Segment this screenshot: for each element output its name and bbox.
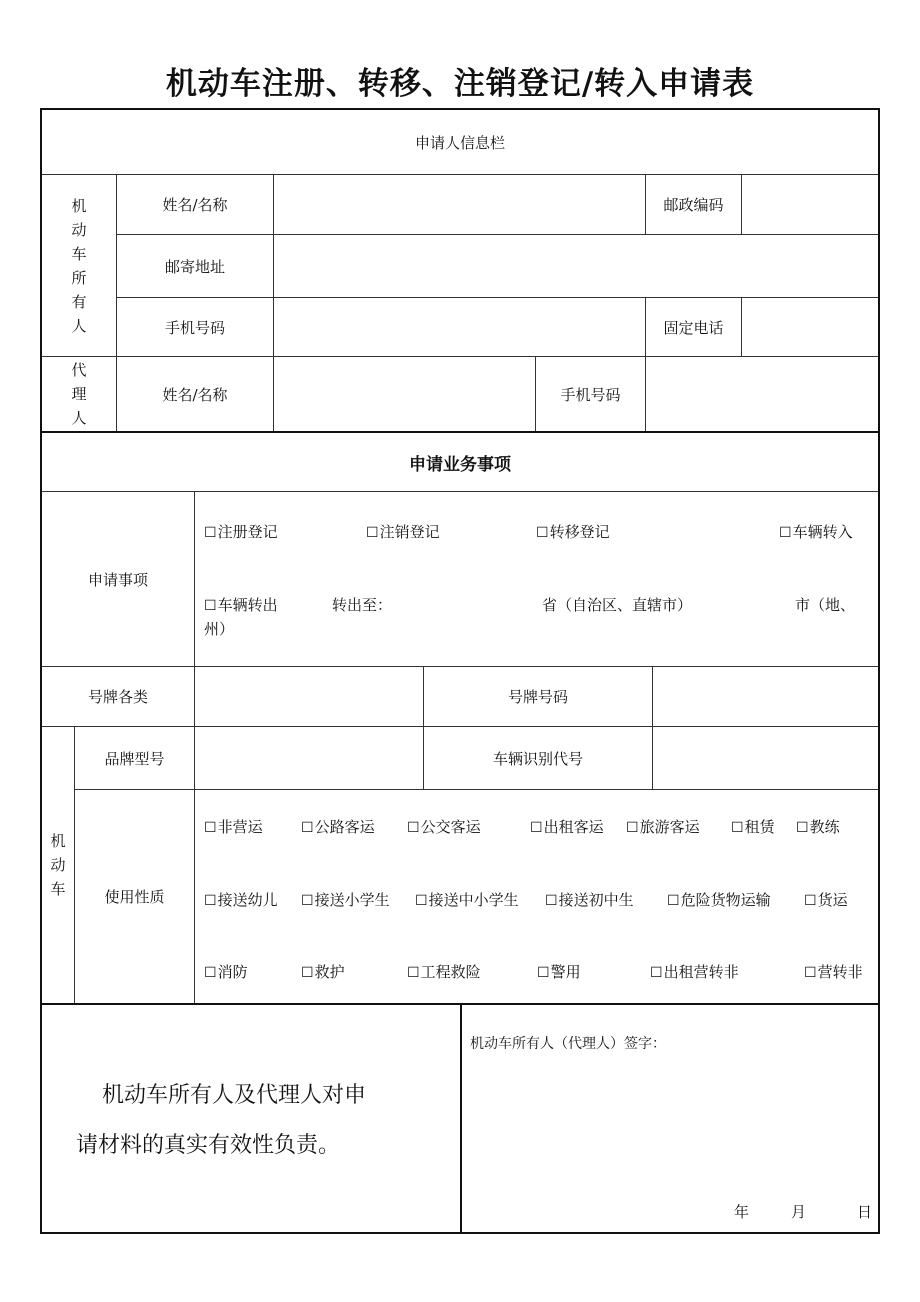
checkbox-usage-hazmat[interactable]: ☐ 危险货物运输 xyxy=(667,889,771,910)
checkbox-usage-freight[interactable]: ☐ 货运 xyxy=(804,889,848,910)
checkbox-usage-taxi-to-private[interactable]: ☐ 出租营转非 xyxy=(650,961,739,982)
checkbox-usage-primary-shuttle[interactable]: ☐ 接送小学生 xyxy=(301,889,390,910)
vehicle-group-label: 机 动 车 xyxy=(50,832,66,898)
checkbox-usage-ambulance[interactable]: ☐ 救护 xyxy=(301,961,345,982)
agent-mobile-label: 手机号码 xyxy=(560,385,621,404)
checkbox-usage-engineering-rescue[interactable]: ☐ 工程救险 xyxy=(407,961,481,982)
plate-type-field[interactable] xyxy=(195,667,423,726)
owner-address-field[interactable] xyxy=(274,235,878,297)
checkbox-usage-commercial-to-private[interactable]: ☐ 营转非 xyxy=(804,961,863,982)
owner-postcode-label: 邮政编码 xyxy=(663,196,724,214)
vin-label: 车辆识别代号 xyxy=(492,749,583,768)
agent-name-field[interactable] xyxy=(274,357,535,431)
business-section-header: 申请业务事项 xyxy=(409,454,511,475)
brand-model-label: 品牌型号 xyxy=(104,749,165,768)
signature-field[interactable] xyxy=(466,1060,874,1190)
checkbox-vehicle-transfer-in[interactable]: ☐ 车辆转入 xyxy=(779,521,853,542)
month-label: 月 xyxy=(791,1203,807,1221)
owner-name-label: 姓名/名称 xyxy=(162,196,228,214)
checkbox-deregister[interactable]: ☐ 注销登记 xyxy=(366,521,440,542)
checkbox-usage-tourism[interactable]: ☐ 旅游客运 xyxy=(626,816,700,837)
application-form xyxy=(40,108,880,1234)
checkbox-usage-middle-shuttle[interactable]: ☐ 接送初中生 xyxy=(545,889,634,910)
owner-address-label: 邮寄地址 xyxy=(164,257,225,276)
day-label: 日 xyxy=(857,1203,873,1221)
apply-items-label: 申请事项 xyxy=(87,570,148,589)
checkbox-usage-highway-passenger[interactable]: ☐ 公路客运 xyxy=(301,816,375,837)
owner-landline-label: 固定电话 xyxy=(663,318,724,337)
plate-number-field[interactable] xyxy=(653,667,878,726)
checkbox-usage-bus[interactable]: ☐ 公交客运 xyxy=(407,816,481,837)
checkbox-usage-police[interactable]: ☐ 警用 xyxy=(537,961,581,982)
usage-label: 使用性质 xyxy=(104,888,165,906)
brand-model-field[interactable] xyxy=(195,727,423,789)
transfer-out-to-label: 转出至： xyxy=(332,596,393,614)
signature-label: 机动车所有人（代理人）签字： xyxy=(470,1036,666,1052)
checkbox-usage-rental[interactable]: ☐ 租赁 xyxy=(731,816,775,837)
owner-mobile-field[interactable] xyxy=(274,298,645,356)
city-label: 市（地、 xyxy=(795,596,856,614)
owner-postcode-field[interactable] xyxy=(742,175,878,234)
owner-landline-field[interactable] xyxy=(742,298,878,356)
city-label-continued: 州） xyxy=(204,620,235,638)
checkbox-register[interactable]: ☐ 注册登记 xyxy=(204,521,278,542)
checkbox-usage-driving-school[interactable]: ☐ 教练 xyxy=(796,816,840,837)
applicant-section-header: 申请人信息栏 xyxy=(414,133,505,152)
year-label: 年 xyxy=(734,1203,750,1221)
agent-name-label: 姓名/名称 xyxy=(162,385,228,404)
checkbox-usage-fire[interactable]: ☐ 消防 xyxy=(204,961,248,982)
vin-field[interactable] xyxy=(653,727,878,789)
form-title: 机动车注册、转移、注销登记/转入申请表 xyxy=(165,66,755,102)
owner-group-label: 机 动 车 所 有 人 xyxy=(71,196,87,335)
agent-group-label: 代 理 人 xyxy=(71,361,87,427)
declaration-line-2: 请材料的真实有效性负责。 xyxy=(76,1133,341,1158)
owner-mobile-label: 手机号码 xyxy=(164,318,225,337)
checkbox-usage-taxi[interactable]: ☐ 出租客运 xyxy=(530,816,604,837)
checkbox-transfer[interactable]: ☐ 转移登记 xyxy=(536,521,610,542)
checkbox-usage-non-commercial[interactable]: ☐ 非营运 xyxy=(204,816,263,837)
plate-number-label: 号牌号码 xyxy=(507,688,568,706)
checkbox-vehicle-transfer-out[interactable]: ☐ 车辆转出 xyxy=(204,594,278,615)
agent-mobile-field[interactable] xyxy=(646,357,878,431)
plate-type-label: 号牌各类 xyxy=(87,688,148,706)
checkbox-usage-kindergarten-shuttle[interactable]: ☐ 接送幼儿 xyxy=(204,889,278,910)
province-label: 省（自治区、直辖市） xyxy=(542,596,693,614)
owner-name-field[interactable] xyxy=(274,175,645,234)
checkbox-usage-k12-shuttle[interactable]: ☐ 接送中小学生 xyxy=(415,889,519,910)
declaration-line-1: 机动车所有人及代理人对申 xyxy=(102,1083,367,1108)
